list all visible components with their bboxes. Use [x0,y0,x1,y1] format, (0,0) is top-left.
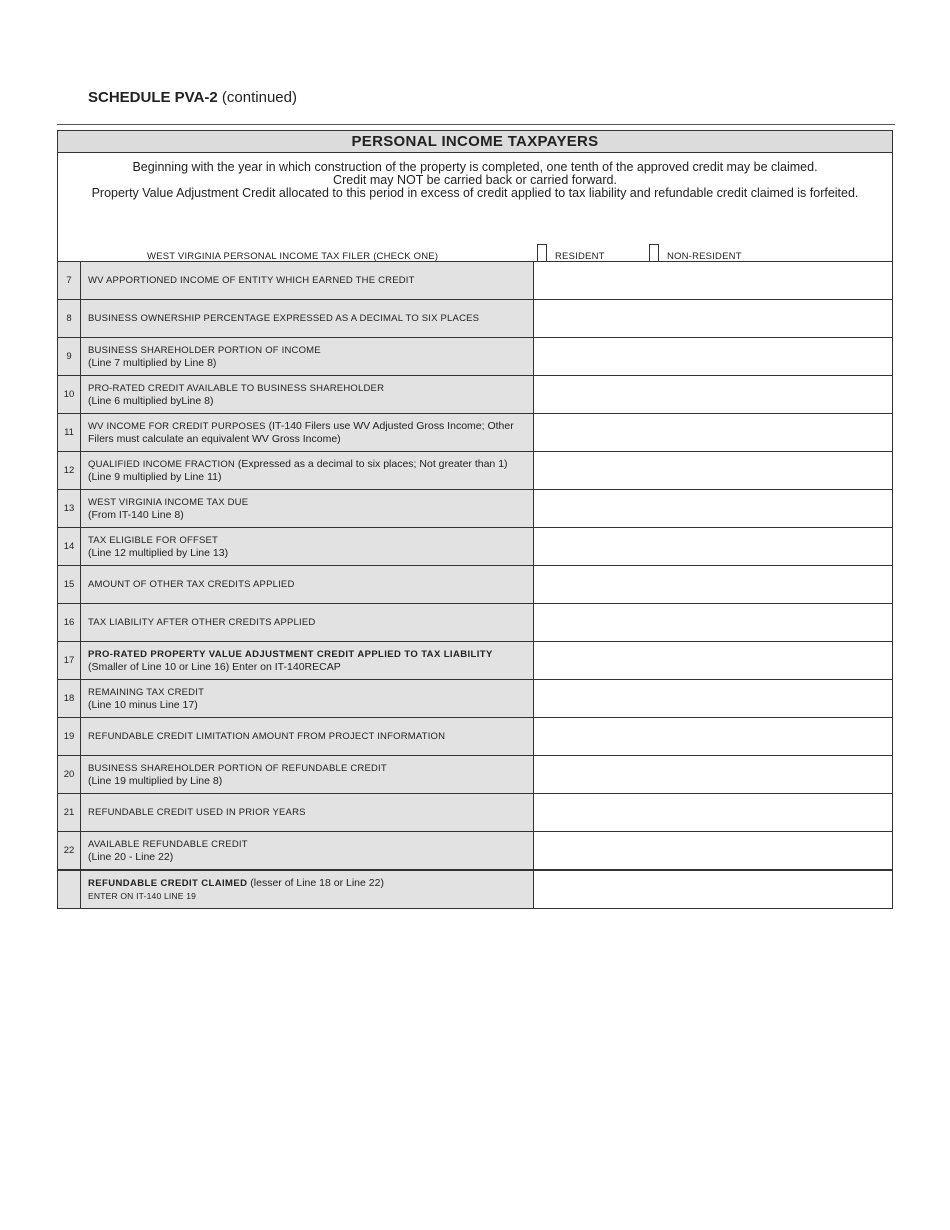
line-label [88,686,533,699]
table-row [58,528,892,566]
line-instruction: (Line 10 minus Line 17) [88,698,198,711]
table-row [58,452,892,490]
page-title [88,89,297,106]
continued-label: (continued) [221,89,297,106]
line-19-amount-field[interactable] [534,718,892,755]
line-label [88,344,533,357]
line-number: 20 [58,756,81,793]
line-13-amount-field[interactable] [534,490,892,527]
line-description [81,414,534,451]
line-11-amount-field[interactable] [534,414,892,451]
line-note: (IT-140 Filers use WV Adjusted Gross Income; Other [265,419,514,432]
line-number: 19 [58,718,81,755]
line-title: TAX ELIGIBLE FOR OFFSET [88,534,219,546]
line-title: WV INCOME FOR CREDIT PURPOSES [88,420,266,432]
line-21-amount-field[interactable] [534,794,892,831]
table-row [58,642,892,680]
line-number-blank [58,871,81,908]
line-number: 15 [58,566,81,603]
instructions-block [58,153,892,262]
table-row [58,756,892,794]
non-resident-label: NON-RESIDENT [667,251,742,262]
line-instruction: (Line 12 multiplied by Line 13) [88,546,229,559]
line-label [88,762,533,775]
line-label [88,806,533,819]
line-number: 21 [58,794,81,831]
final-label [88,877,533,890]
table-row [58,832,892,870]
line-number: 9 [58,338,81,375]
line-description [81,300,534,337]
line-number: 12 [58,452,81,489]
line-20-amount-field[interactable] [534,756,892,793]
line-instruction: (Smaller of Line 10 or Line 16) Enter on IT-140RECAP [88,660,341,673]
final-title: REFUNDABLE CREDIT CLAIMED [88,877,248,889]
line-items [58,262,892,908]
line-label [88,458,533,471]
line-title: BUSINESS OWNERSHIP PERCENTAGE EXPRESSED AS A DECIMAL TO SIX PLACES [88,313,480,324]
line-instruction: (Line 7 multiplied by Line 8) [88,356,217,369]
line-number: 14 [58,528,81,565]
line-number: 11 [58,414,81,451]
table-row [58,718,892,756]
line-title: BUSINESS SHAREHOLDER PORTION OF INCOME [88,344,321,356]
table-row [58,680,892,718]
line-label [88,730,533,743]
line-label [88,420,533,433]
line-15-amount-field[interactable] [534,566,892,603]
line-18-amount-field[interactable] [534,680,892,717]
final-description [81,871,534,908]
line-description [81,832,534,869]
filer-status-label: WEST VIRGINIA PERSONAL INCOME TAX FILER (CHECK ONE) [147,251,439,262]
filer-status [58,249,892,269]
line-title: AMOUNT OF OTHER TAX CREDITS APPLIED [88,579,295,590]
line-label [88,648,533,661]
line-title: WEST VIRGINIA INCOME TAX DUE [88,496,249,508]
line-title: BUSINESS SHAREHOLDER PORTION OF REFUNDABLE CREDIT [88,762,387,774]
line-17-amount-field[interactable] [534,642,892,679]
table-row [58,490,892,528]
table-row [58,376,892,414]
table-row [58,604,892,642]
line-number: 10 [58,376,81,413]
line-instruction: (Line 19 multiplied by Line 8) [88,774,223,787]
line-description [81,528,534,565]
line-title: PRO-RATED PROPERTY VALUE ADJUSTMENT CREDIT APPLIED TO TAX LIABILITY [88,648,493,660]
line-14-amount-field[interactable] [534,528,892,565]
line-description [81,452,534,489]
line-label [88,578,533,591]
line-instruction: (Line 9 multiplied by Line 11) [88,470,222,483]
line-instruction: Filers must calculate an equivalent WV Gross Income) [88,432,341,445]
table-row [58,566,892,604]
line-instruction: (From IT-140 Line 8) [88,508,184,521]
line-note: (Expressed as a decimal to six places; Not greater than 1) [234,457,508,470]
table-row [58,300,892,338]
table-row [58,338,892,376]
line-title: PRO-RATED CREDIT AVAILABLE TO BUSINESS SHAREHOLDER [88,382,385,394]
line-description [81,376,534,413]
line-number: 18 [58,680,81,717]
line-description [81,566,534,603]
line-title: REMAINING TAX CREDIT [88,686,205,698]
line-number: 8 [58,300,81,337]
line-9-amount-field[interactable] [534,338,892,375]
line-number: 16 [58,604,81,641]
refundable-credit-claimed-field[interactable] [534,871,892,908]
line-number: 22 [58,832,81,869]
title-divider [57,124,895,125]
final-instruction: ENTER ON IT-140 LINE 19 [88,890,197,901]
line-label [88,616,533,629]
line-label [88,534,533,547]
final-row [58,870,892,908]
line-label [88,496,533,509]
instruction-line-1: Beginning with the year in which construction of the property is completed, one tenth of the approved credit may be claimed. [132,160,818,174]
line-22-amount-field[interactable] [534,832,892,869]
instruction-line-2: Credit may NOT be carried back or carried forward. [333,173,617,187]
tax-form [57,130,893,909]
line-title: REFUNDABLE CREDIT LIMITATION AMOUNT FROM PROJECT INFORMATION [88,731,446,742]
line-title: REFUNDABLE CREDIT USED IN PRIOR YEARS [88,807,306,818]
line-label [88,838,533,851]
line-description [81,490,534,527]
non-resident-checkbox[interactable] [649,244,659,262]
line-instruction: (Line 20 - Line 22) [88,850,174,863]
section-header: PERSONAL INCOME TAXPAYERS [58,131,892,153]
instruction-line-3: Property Value Adjustment Credit allocated to this period in excess of credit applied to tax liability and refundable credit claimed is forfeited. [91,186,859,200]
line-title: WV APPORTIONED INCOME OF ENTITY WHICH EARNED THE CREDIT [88,275,415,286]
line-title: TAX LIABILITY AFTER OTHER CREDITS APPLIED [88,617,316,628]
table-row [58,794,892,832]
resident-checkbox[interactable] [537,244,547,262]
table-row [58,414,892,452]
line-description [81,338,534,375]
line-instruction: (Line 6 multiplied byLine 8) [88,394,214,407]
line-label [88,274,533,287]
line-description [81,756,534,793]
line-title: AVAILABLE REFUNDABLE CREDIT [88,838,248,850]
line-description [81,794,534,831]
line-16-amount-field[interactable] [534,604,892,641]
line-description [81,642,534,679]
line-label [88,312,533,325]
line-number: 7 [58,262,81,299]
line-description [81,680,534,717]
line-12-amount-field[interactable] [534,452,892,489]
line-label [88,382,533,395]
line-number: 13 [58,490,81,527]
line-description [81,718,534,755]
line-title: QUALIFIED INCOME FRACTION [88,458,235,470]
schedule-name: SCHEDULE PVA-2 [88,89,218,106]
final-note: (lesser of Line 18 or Line 22) [247,876,384,889]
line-number: 17 [58,642,81,679]
line-description [81,604,534,641]
resident-label: RESIDENT [555,251,605,262]
line-10-amount-field[interactable] [534,376,892,413]
line-8-amount-field[interactable] [534,300,892,337]
